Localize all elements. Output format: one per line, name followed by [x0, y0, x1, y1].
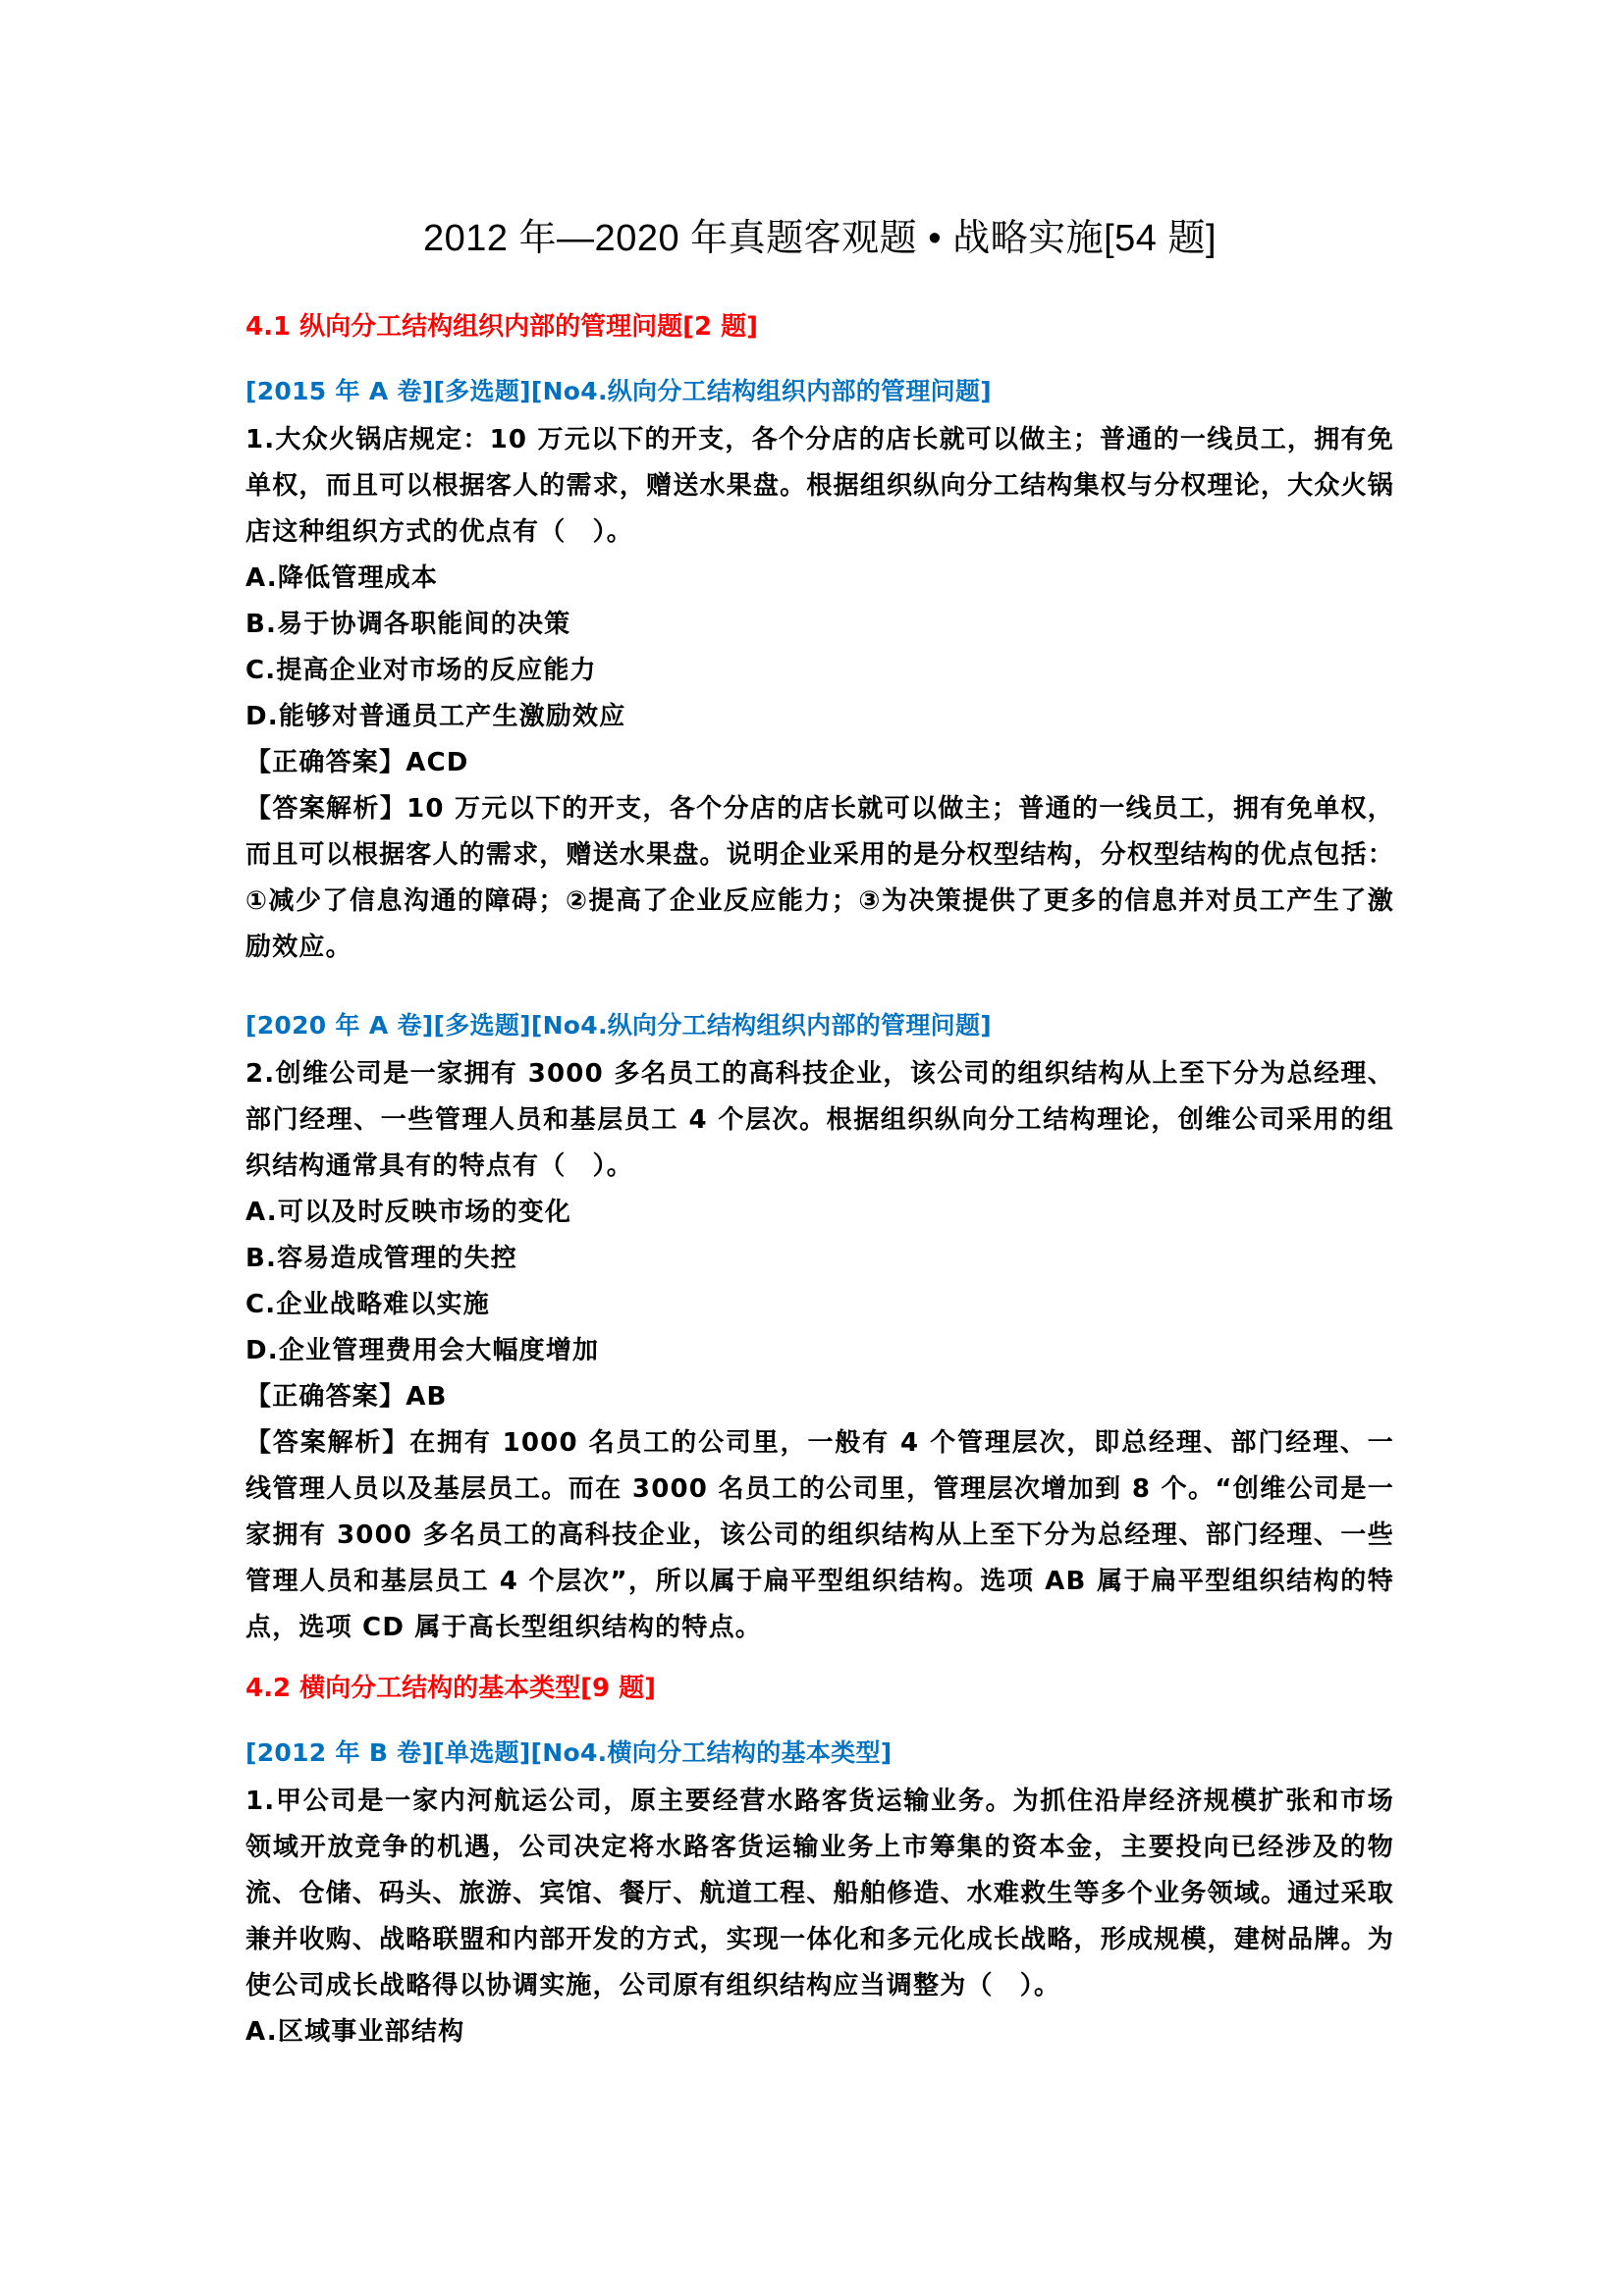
spacer — [245, 1651, 1394, 1669]
question-text: 1.甲公司是一家内河航运公司，原主要经营水路客货运输业务。为抓住沿岸经济规模扩张和市场领域开放竞争的机遇，公司决定将水路客货运输业务上市筹集的资本金，主要投向已经涉及的物流、仓储、码头、旅游、宾馆、餐厅、航道工程、船舶修造、水难救生等多个业务领域。通过采取兼并收购、战略联盟和内部开发的方式，实现一体化和多元化成长战略，形成规模，建树品牌。为使公司成长战略得以协调实施，公司原有组织结构应当调整为（ ）。 — [245, 1787, 1394, 2001]
section-4-2 — [245, 1669, 1394, 2056]
question-block — [245, 1006, 1394, 1651]
question-block — [245, 1734, 1394, 2056]
question-block — [245, 372, 1394, 971]
document-title: 2012 年—2020 年真题客观题 • 战略实施[54 题] — [422, 218, 1218, 259]
correct-answer: 【正确答案】ACD — [245, 748, 469, 777]
section-heading: 4.2 横向分工结构的基本类型[9 题] — [245, 1674, 657, 1703]
answer-analysis: 【答案解析】10 万元以下的开支，各个分店的店长就可以做主；普通的一线员工，拥有免单权，而且可以根据客人的需求，赠送水果盘。说明企业采用的是分权型结构，分权型结构的优点包括：①减少了信息沟通的障碍；②提高了企业反应能力；③为决策提供了更多的信息并对员工产生了激励效应。 — [245, 794, 1394, 962]
section-heading: 4.1 纵向分工结构组织内部的管理问题[2 题] — [245, 312, 759, 342]
question-text: 2.创维公司是一家拥有 3000 多名员工的高科技企业，该公司的组织结构从上至下分为总经理、部门经理、一些管理人员和基层员工 4 个层次。根据组织纵向分工结构理论，创维公司采用的组织结构通常具有的特点有（ ）。 — [245, 1059, 1394, 1181]
option-b: B.容易造成管理的失控 — [245, 1244, 517, 1273]
spacer — [245, 971, 1394, 1006]
answer-analysis: 【答案解析】在拥有 1000 名员工的公司里，一般有 4 个管理层次，即总经理、部门经理、一线管理人员以及基层员工。而在 3000 名员工的公司里，管理层次增加到 8 个。“创维公司是一家拥有 3000 多名员工的高科技企业，该公司的组织结构从上至下分为总经理、部门经理、一些管理人员和基层员工 4 个层次”，所以属于扁平型组织结构。选项 AB 属于扁平型组织结构的特点，选项 CD 属于高长型组织结构的特点。 — [245, 1428, 1394, 1642]
option-c: C.企业战略难以实施 — [245, 1290, 490, 1319]
option-a: A.区域事业部结构 — [245, 2017, 465, 2047]
option-d: D.企业管理费用会大幅度增加 — [245, 1336, 600, 1365]
option-c: C.提高企业对市场的反应能力 — [245, 656, 597, 685]
correct-answer: 【正确答案】AB — [245, 1382, 448, 1412]
option-b: B.易于协调各职能间的决策 — [245, 610, 571, 639]
option-a: A.降低管理成本 — [245, 563, 439, 593]
question-tag: [2020 年 A 卷][多选题][No4.纵向分工结构组织内部的管理问题] — [245, 1011, 992, 1040]
document-page — [245, 211, 1394, 2056]
question-tag: [2015 年 A 卷][多选题][No4.纵向分工结构组织内部的管理问题] — [245, 377, 992, 405]
question-tag: [2012 年 B 卷][单选题][No4.横向分工结构的基本类型] — [245, 1738, 893, 1767]
option-a: A.可以及时反映市场的变化 — [245, 1198, 572, 1227]
question-text: 1.大众火锅店规定：10 万元以下的开支，各个分店的店长就可以做主；普通的一线员工，拥有免单权，而且可以根据客人的需求，赠送水果盘。根据组织纵向分工结构集权与分权理论，大众火锅店这种组织方式的优点有（ ）。 — [245, 425, 1394, 547]
section-4-1 — [245, 307, 1394, 1651]
option-d: D.能够对普通员工产生激励效应 — [245, 702, 626, 731]
